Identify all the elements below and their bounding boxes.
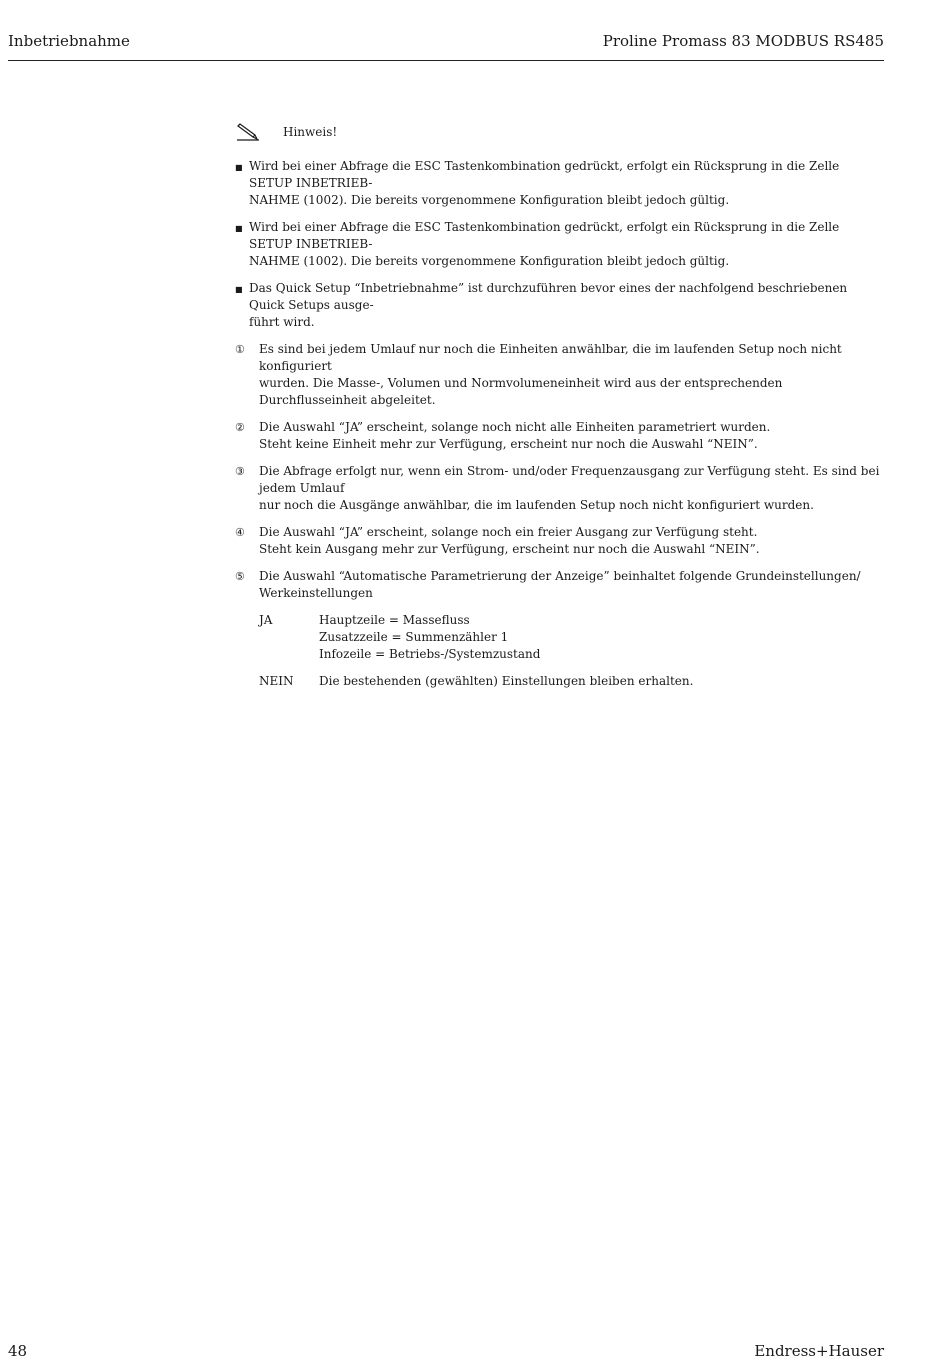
text-line: Steht keine Einheit mehr zur Verfügung, erscheint nur noch die Auswahl “NEIN”. xyxy=(259,437,758,451)
bullet-list xyxy=(235,158,885,331)
text-line: NAHME (1002). Die bereits vorgenommene Konfiguration bleibt jedoch gültig. xyxy=(249,254,730,268)
circled-number-marker: ② xyxy=(235,421,245,434)
bullet-item xyxy=(235,219,885,270)
note-label: Hinweis! xyxy=(283,124,338,139)
numbered-item xyxy=(235,341,885,409)
header-product-name: Proline Promass 83 MODBUS RS485 xyxy=(602,32,884,50)
setting-key: JA xyxy=(259,613,273,627)
text-line: wurden. Die Masse-, Volumen und Normvolumeneinheit wird aus der entsprechenden Durchflusseinheit abgeleitet. xyxy=(259,376,783,407)
page-content xyxy=(235,122,885,700)
note-block xyxy=(235,122,885,142)
numbered-text xyxy=(259,463,885,514)
numbered-item xyxy=(235,419,885,453)
settings-table xyxy=(259,612,885,690)
text-line: Das Quick Setup “Inbetriebnahme” ist durchzuführen bevor eines der nachfolgend beschriebenen Quick Setups ausge- xyxy=(249,281,848,312)
text-line: Die Auswahl “JA” erscheint, solange noch nicht alle Einheiten parametriert wurden. xyxy=(259,420,771,434)
circled-number-marker: ⑤ xyxy=(235,570,245,583)
square-bullet-icon: ■ xyxy=(235,163,243,172)
text-line: nur noch die Ausgänge anwählbar, die im laufenden Setup noch nicht konfiguriert wurden. xyxy=(259,498,814,512)
numbered-text xyxy=(259,341,885,409)
setting-value: Zusatzzeile = Summenzähler 1 xyxy=(319,630,509,644)
circled-number-marker: ③ xyxy=(235,465,245,478)
setting-row xyxy=(259,673,885,690)
setting-value: Hauptzeile = Massefluss xyxy=(319,613,470,627)
text-line: Es sind bei jedem Umlauf nur noch die Einheiten anwählbar, die im laufenden Setup noch nicht konfiguriert xyxy=(259,342,842,373)
numbered-item xyxy=(235,568,885,602)
header-section-title: Inbetriebnahme xyxy=(8,32,130,50)
text-line: führt wird. xyxy=(249,315,315,329)
pencil-note-icon xyxy=(235,122,261,142)
bullet-text xyxy=(249,158,885,209)
text-line: Steht kein Ausgang mehr zur Verfügung, erscheint nur noch die Auswahl “NEIN”. xyxy=(259,542,760,556)
bullet-item xyxy=(235,280,885,331)
numbered-text xyxy=(259,524,885,558)
numbered-text xyxy=(259,419,885,453)
setting-value: Die bestehenden (gewählten) Einstellungen bleiben erhalten. xyxy=(319,674,694,688)
text-line: Die Auswahl “Automatische Parametrierung der Anzeige” beinhaltet folgende Grundeinstellungen/ xyxy=(259,569,861,583)
circled-number-marker: ④ xyxy=(235,526,245,539)
numbered-text xyxy=(259,568,885,602)
circled-number-marker: ① xyxy=(235,343,245,356)
text-line: Werkeinstellungen xyxy=(259,586,373,600)
numbered-list xyxy=(235,341,885,602)
bullet-text xyxy=(249,280,885,331)
setting-values xyxy=(319,612,885,663)
page-number: 48 xyxy=(8,1342,28,1360)
square-bullet-icon: ■ xyxy=(235,285,243,294)
footer-brand: Endress+Hauser xyxy=(754,1342,884,1360)
text-line: Die Auswahl “JA” erscheint, solange noch ein freier Ausgang zur Verfügung steht. xyxy=(259,525,758,539)
page-header xyxy=(8,32,884,61)
text-line: Wird bei einer Abfrage die ESC Tastenkombination gedrückt, erfolgt ein Rücksprung in die Zelle SETUP INBETRIEB- xyxy=(249,159,840,190)
setting-value: Infozeile = Betriebs-/Systemzustand xyxy=(319,647,541,661)
square-bullet-icon: ■ xyxy=(235,224,243,233)
setting-values xyxy=(319,673,885,690)
text-line: Die Abfrage erfolgt nur, wenn ein Strom- und/oder Frequenzausgang zur Verfügung steht. Es sind bei jedem Umlauf xyxy=(259,464,880,495)
setting-key: NEIN xyxy=(259,674,294,688)
text-line: Wird bei einer Abfrage die ESC Tastenkombination gedrückt, erfolgt ein Rücksprung in die Zelle SETUP INBETRIEB- xyxy=(249,220,840,251)
numbered-item xyxy=(235,524,885,558)
setting-row xyxy=(259,612,885,663)
text-line: NAHME (1002). Die bereits vorgenommene Konfiguration bleibt jedoch gültig. xyxy=(249,193,730,207)
bullet-item xyxy=(235,158,885,209)
bullet-text xyxy=(249,219,885,270)
numbered-item xyxy=(235,463,885,514)
